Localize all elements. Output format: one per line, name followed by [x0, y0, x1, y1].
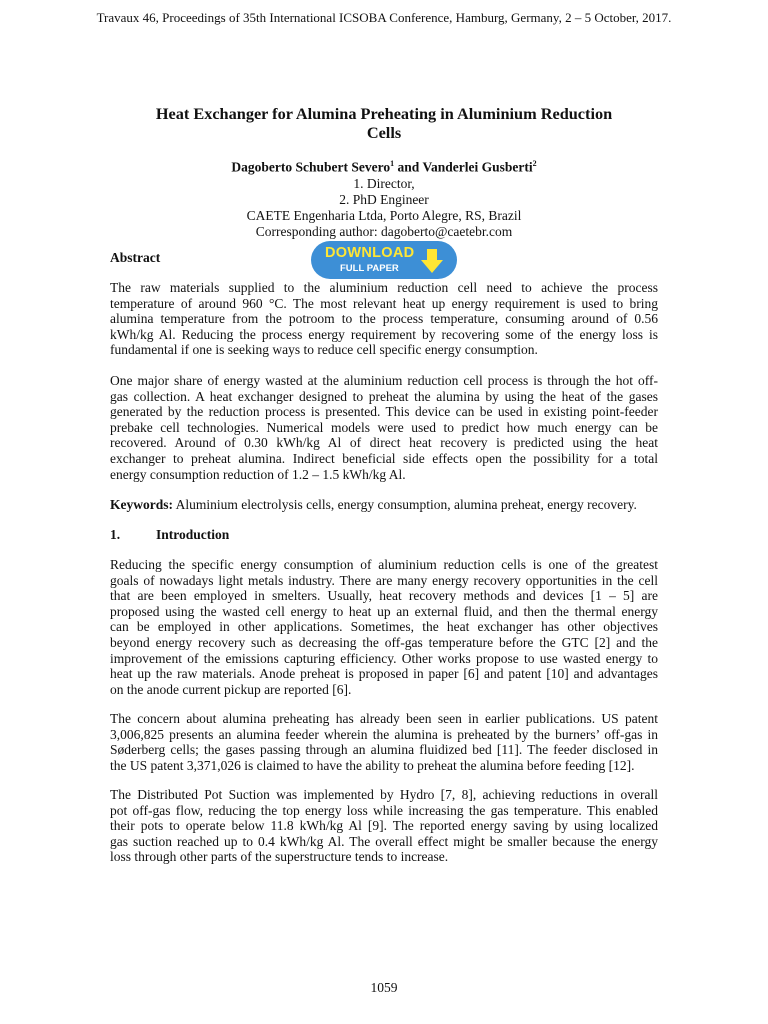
download-label: DOWNLOAD — [325, 245, 415, 261]
text-line: their pots to operate below 11.8 kWh/kg Al [9]. The reported energy saving by using localized — [110, 818, 658, 834]
abstract-heading: Abstract — [110, 250, 161, 265]
text-line: gas collection. A heat exchanger designed to preheat the alumina by using the heat of the gases — [110, 388, 658, 404]
text-line: One major share of energy wasted at the aluminium reduction cell process is through the hot off- — [110, 373, 658, 388]
text-line: The Distributed Pot Suction was implemented by Hydro [7, 8], achieving reductions in overall — [110, 787, 658, 802]
affiliation-mark: 2 — [532, 159, 537, 168]
text-line: loss through other parts of the superstructure tends to increase. — [110, 849, 449, 865]
text-line: gas suction reached up to 0.4 kWh/kg Al. The overall effect might be smaller because the energy — [110, 833, 658, 849]
down-arrow-icon — [419, 248, 445, 274]
page-number: 1059 — [370, 980, 398, 995]
corresponding-author: Corresponding author: dagoberto@caetebr.com — [255, 223, 513, 239]
text-line: The raw materials supplied to the aluminium reduction cell need to achieve the process — [110, 280, 658, 295]
author-names — [110, 156, 658, 176]
abstract-paragraph-1 — [110, 280, 658, 358]
affiliation-mark: 1 — [390, 159, 395, 168]
keywords-text: Aluminium electrolysis cells, energy consumption, alumina preheat, energy recovery. — [173, 497, 637, 512]
affiliation-line: CAETE Engenharia Ltda, Porto Alegre, RS, Brazil — [246, 207, 522, 223]
intro-paragraph-2 — [110, 711, 658, 773]
affiliation-line: 1. Director, — [353, 175, 415, 191]
text-line: kWh/kg Al. Reducing the process energy requirement by recovering some of the energy loss is — [110, 326, 658, 342]
running-header: Travaux 46, Proceedings of 35th International ICSOBA Conference, Hamburg, Germany, 2 – 5 October, 2017. — [96, 10, 672, 25]
text-line: temperature of around 960 °C. The most relevant heat up energy requirement is used to bring — [110, 295, 658, 311]
text-line: proposed using the wasted cell energy to heat up an external fluid, and then the thermal energy — [110, 603, 658, 619]
affiliation-line: 2. PhD Engineer — [339, 191, 429, 207]
text-line: on the anode current pickup are reported [6]. — [110, 681, 352, 697]
text-line: alumina temperature from the potroom to the process temperature, consuming around of 0.56 — [110, 311, 658, 327]
text-line: that are been employed in smelters. Usually, heat recovery methods and devices [1 – 5] are — [110, 588, 658, 604]
text-line: Søderberg cells; the gases passing through an alumina fluidized bed [11]. The feeder disclosed in — [110, 742, 658, 758]
title-line: Cells — [366, 123, 402, 142]
text-line: 3,006,825 presents an alumina feeder wherein the alumina is preheated by the burners’ off-gas in — [110, 726, 658, 742]
text-line: beyond energy recovery such as decreasing the off-gas temperature before the GTC [2] and the — [110, 634, 658, 650]
section-number: 1. — [110, 527, 121, 542]
author-name: Dagoberto Schubert Severo — [231, 159, 391, 175]
text-line: goals of nowadays light metals industry. There are many energy recovery opportunities in the cell — [110, 572, 658, 588]
text-line: Reducing the specific energy consumption of aluminium reduction cells is one of the greatest — [110, 557, 658, 572]
author-name: Vanderlei Gusberti — [422, 159, 533, 175]
full-paper-label: FULL PAPER — [340, 263, 399, 274]
title-line: Heat Exchanger for Alumina Preheating in Aluminium Reduction — [155, 104, 613, 123]
text-line: prebake cell technologies. Numerical models were used to predict how much energy can be — [110, 419, 658, 435]
author-block — [110, 156, 658, 240]
intro-paragraph-3 — [110, 787, 658, 865]
text-line: recovered. Around of 0.30 kWh/kg Al of direct heat recovery is predicted using the heat — [110, 435, 658, 451]
keywords-label: Keywords: — [110, 497, 173, 512]
section-heading — [110, 527, 229, 543]
keywords-line — [110, 497, 658, 513]
text-line: generated by the reduction process is presented. This device can be used in existing point-feeder — [110, 404, 658, 420]
paper-title — [110, 104, 658, 142]
intro-paragraph-1 — [110, 557, 658, 697]
text-line: the US patent 3,371,026 is claimed to have the ability to preheat the alumina before feeding [12]. — [110, 757, 635, 773]
text-line: energy consumption reduction of 1.2 – 1.5 kWh/kg Al. — [110, 466, 406, 482]
text-line: fundamental if one is seeking ways to reduce cell specific energy consumption. — [110, 342, 538, 358]
text-line: The concern about alumina preheating has already been seen in earlier publications. US patent — [110, 711, 658, 726]
download-full-paper-button[interactable] — [311, 241, 457, 279]
text-line: heat up the raw materials. Anode preheat is proposed in paper [6] and patent [10] and advantages — [110, 666, 658, 682]
abstract-paragraph-2 — [110, 373, 658, 482]
text-line: improvement of the emissions capturing efficiency. Other works propose to use wasted energy to — [110, 650, 658, 666]
text-line: pot off-gas flow, reducing the top energy loss while increasing the gas temperature. This enabled — [110, 802, 658, 818]
section-title: Introduction — [156, 527, 230, 542]
text-line: exchanger to preheat alumina. Indirect beneficial side effects open the possibility for a total — [110, 450, 658, 466]
author-joiner: and — [394, 159, 423, 175]
text-line: can be employed in other applications. Sometimes, the heat exchanger has other objectives — [110, 619, 658, 635]
